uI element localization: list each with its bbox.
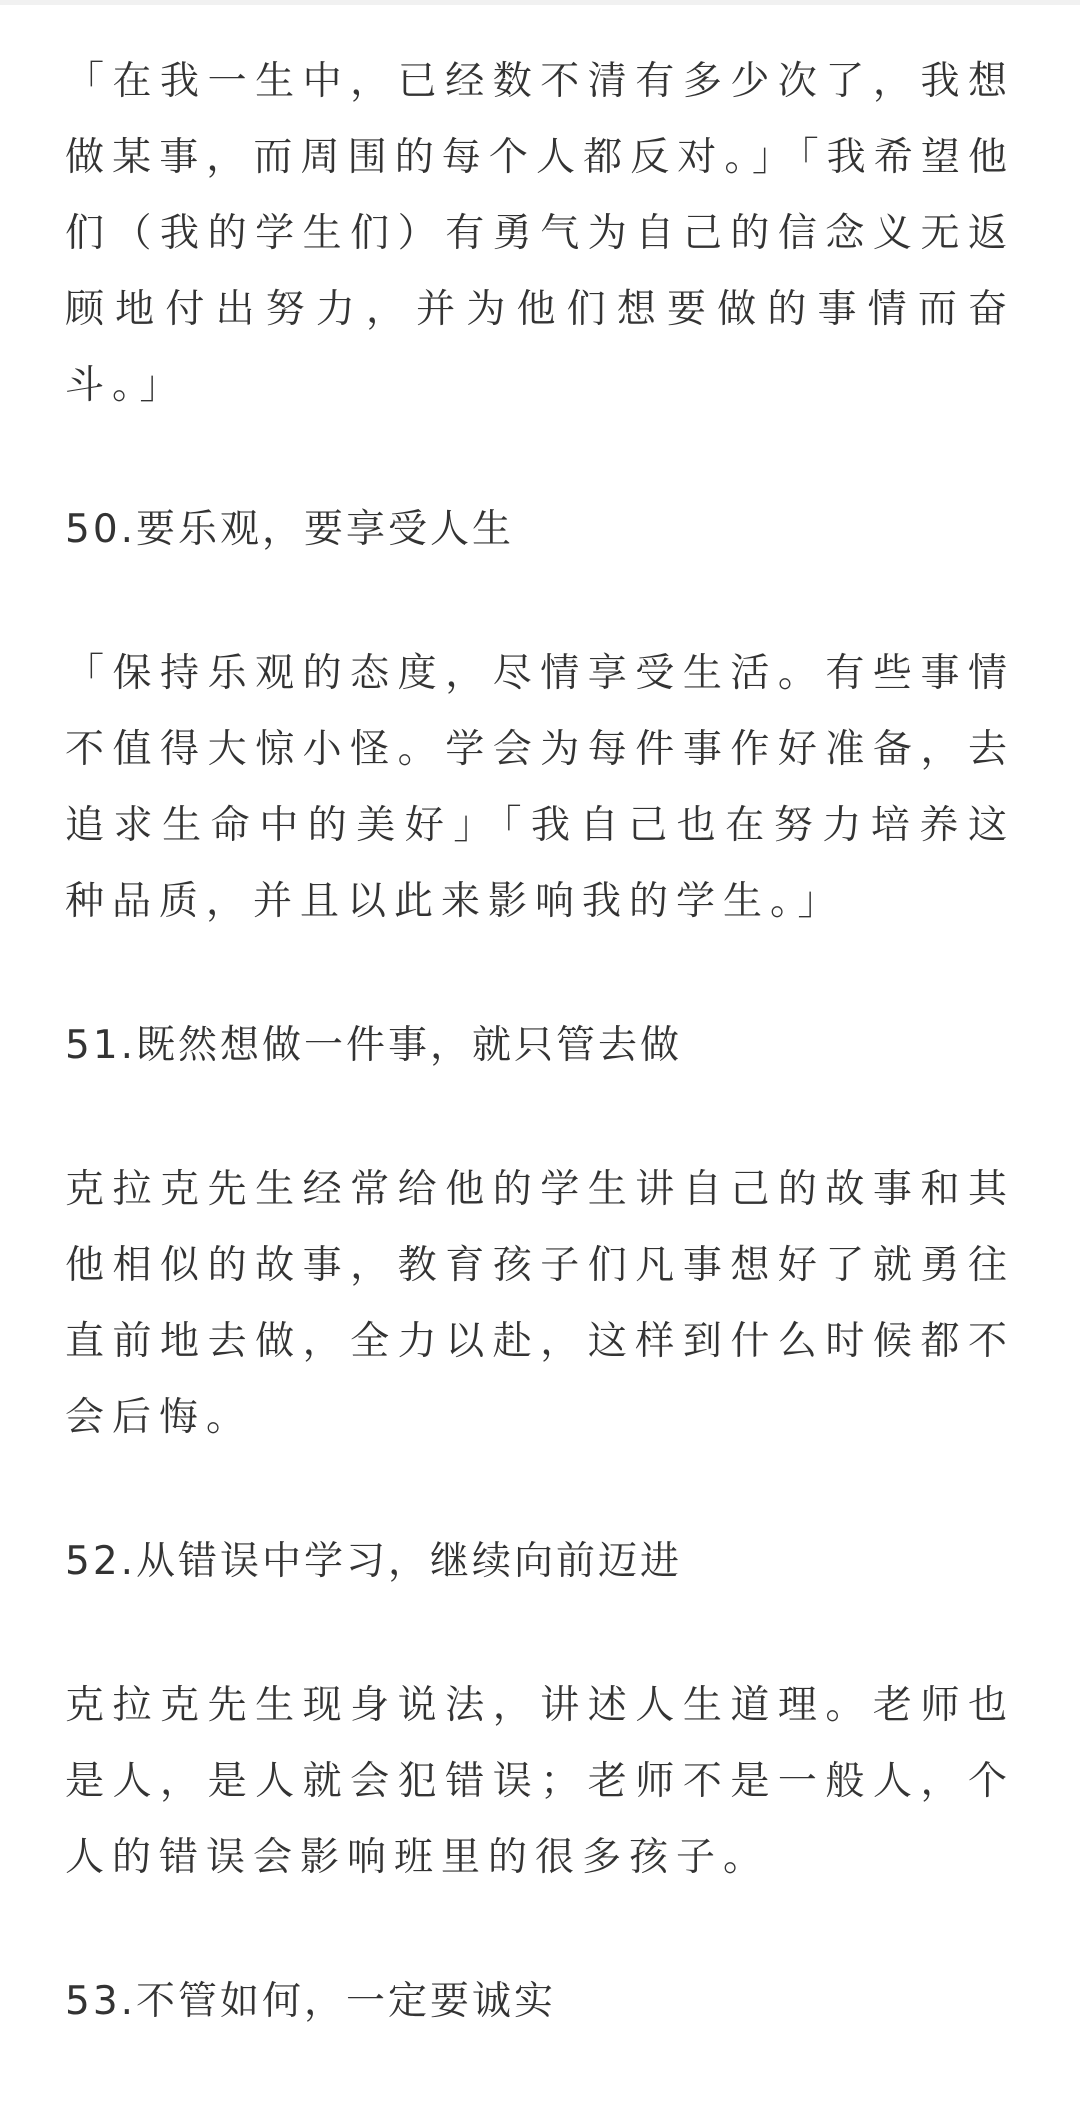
top-divider <box>0 0 1080 5</box>
article-body <box>65 44 1015 2040</box>
spacer <box>65 1896 1015 1964</box>
spacer <box>65 940 1015 1008</box>
heading-52: 52.从错误中学习，继续向前迈进 <box>65 1539 683 1584</box>
spacer <box>65 1600 1015 1668</box>
spacer <box>65 424 1015 492</box>
paragraph-52: 克拉克先生现身说法，讲述人生道理。老师也是人，是人就会犯错误；老师不是一般人，个人的错误会影响班里的很多孩子。 <box>65 1683 1015 1880</box>
paragraph-51: 克拉克先生经常给他的学生讲自己的故事和其他相似的故事，教育孩子们凡事想好了就勇往直前地去做，全力以赴，这样到什么时候都不会后悔。 <box>65 1167 1015 1440</box>
paragraph-intro-quote: 「在我一生中，已经数不清有多少次了，我想做某事，而周围的每个人都反对。」「我希望他们（我的学生们）有勇气为自己的信念义无返顾地付出努力，并为他们想要做的事情而奋斗。」 <box>65 59 1015 408</box>
heading-53: 53.不管如何，一定要诚实 <box>65 1979 557 2024</box>
paragraph-50: 「保持乐观的态度，尽情享受生活。有些事情不值得大惊小怪。学会为每件事作好准备，去追求生命中的美好」「我自己也在努力培养这种品质，并且以此来影响我的学生。」 <box>65 651 1015 924</box>
spacer <box>65 1084 1015 1152</box>
heading-51: 51.既然想做一件事，就只管去做 <box>65 1023 683 1068</box>
spacer <box>65 568 1015 636</box>
heading-50: 50.要乐观，要享受人生 <box>65 507 515 552</box>
spacer <box>65 1456 1015 1524</box>
